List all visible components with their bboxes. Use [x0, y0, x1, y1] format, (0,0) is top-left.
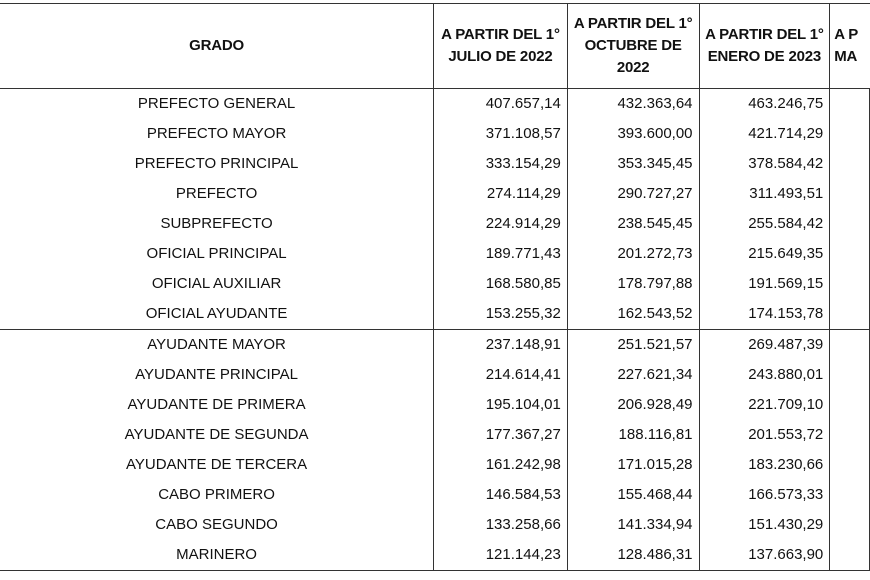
- table-row: [0, 420, 870, 450]
- salary-table: [0, 3, 870, 571]
- cell-octubre-2022: 206.928,49: [567, 390, 699, 420]
- cell-julio-2022: 133.258,66: [434, 510, 568, 540]
- header-row: [0, 4, 870, 89]
- cell-grado: PREFECTO MAYOR: [146, 125, 287, 142]
- cell-grado: CABO PRIMERO: [158, 486, 275, 503]
- cell-truncated: [830, 510, 870, 540]
- cell-truncated: [830, 149, 870, 179]
- table-row: [0, 540, 870, 571]
- cell-julio-2022: 214.614,41: [434, 360, 568, 390]
- cell-julio-2022: 177.367,27: [434, 420, 568, 450]
- table-header: [0, 4, 870, 89]
- cell-truncated: [830, 119, 870, 149]
- cell-truncated: [830, 390, 870, 420]
- cell-octubre-2022: 128.486,31: [567, 540, 699, 571]
- cell-enero-2023: 137.663,90: [699, 540, 830, 571]
- cell-enero-2023: 269.487,39: [699, 330, 830, 361]
- table-row: [0, 480, 870, 510]
- header-julio-2022: A PARTIR DEL 1° JULIO DE 2022: [434, 4, 568, 89]
- cell-truncated: [830, 360, 870, 390]
- cell-truncated: [830, 420, 870, 450]
- cell-octubre-2022: 162.543,52: [567, 299, 699, 330]
- cell-grado: SUBPREFECTO: [160, 215, 273, 232]
- table-row: [0, 360, 870, 390]
- cell-enero-2023: 255.584,42: [699, 209, 830, 239]
- cell-enero-2023: 243.880,01: [699, 360, 830, 390]
- cell-truncated: [830, 480, 870, 510]
- table-row: [0, 239, 870, 269]
- cell-truncated: [830, 209, 870, 239]
- table-row: [0, 149, 870, 179]
- cell-octubre-2022: 432.363,64: [567, 89, 699, 120]
- cell-truncated: [830, 299, 870, 330]
- cell-enero-2023: 215.649,35: [699, 239, 830, 269]
- cell-enero-2023: 166.573,33: [699, 480, 830, 510]
- cell-octubre-2022: 188.116,81: [567, 420, 699, 450]
- cell-grado: OFICIAL AYUDANTE: [145, 305, 288, 322]
- cell-grado: AYUDANTE PRINCIPAL: [135, 366, 298, 383]
- table-row: [0, 269, 870, 299]
- cell-octubre-2022: 238.545,45: [567, 209, 699, 239]
- header-grado: GRADO: [0, 4, 434, 89]
- cell-grado: CABO SEGUNDO: [155, 516, 278, 533]
- cell-julio-2022: 189.771,43: [434, 239, 568, 269]
- header-truncated: A P MA: [830, 4, 870, 89]
- cell-truncated: [830, 330, 870, 361]
- cell-julio-2022: 333.154,29: [434, 149, 568, 179]
- table-row: [0, 179, 870, 209]
- header-octubre-2022: A PARTIR DEL 1° OCTUBRE DE 2022: [567, 4, 699, 89]
- cell-truncated: [830, 540, 870, 571]
- cell-julio-2022: 371.108,57: [434, 119, 568, 149]
- cell-enero-2023: 421.714,29: [699, 119, 830, 149]
- header-enero-2023: A PARTIR DEL 1° ENERO DE 2023: [699, 4, 830, 89]
- cell-octubre-2022: 178.797,88: [567, 269, 699, 299]
- cell-grado: OFICIAL AUXILIAR: [151, 275, 282, 292]
- cell-octubre-2022: 141.334,94: [567, 510, 699, 540]
- cell-octubre-2022: 171.015,28: [567, 450, 699, 480]
- cell-octubre-2022: 290.727,27: [567, 179, 699, 209]
- cell-julio-2022: 237.148,91: [434, 330, 568, 361]
- cell-enero-2023: 174.153,78: [699, 299, 830, 330]
- cell-enero-2023: 311.493,51: [699, 179, 830, 209]
- cell-truncated: [830, 450, 870, 480]
- cell-octubre-2022: 227.621,34: [567, 360, 699, 390]
- cell-grado: PREFECTO PRINCIPAL: [134, 155, 299, 172]
- cell-octubre-2022: 155.468,44: [567, 480, 699, 510]
- cell-julio-2022: 161.242,98: [434, 450, 568, 480]
- table-row: [0, 330, 870, 361]
- cell-enero-2023: 221.709,10: [699, 390, 830, 420]
- cell-octubre-2022: 251.521,57: [567, 330, 699, 361]
- cell-julio-2022: 195.104,01: [434, 390, 568, 420]
- cell-grado: OFICIAL PRINCIPAL: [146, 245, 287, 262]
- cell-grado: PREFECTO GENERAL: [137, 95, 296, 112]
- cell-grado: AYUDANTE DE TERCERA: [125, 456, 308, 473]
- table-body: [0, 89, 870, 571]
- table-row: [0, 119, 870, 149]
- table-row: [0, 510, 870, 540]
- cell-truncated: [830, 239, 870, 269]
- cell-grado: AYUDANTE MAYOR: [0, 330, 434, 361]
- cell-truncated: [830, 89, 870, 120]
- cell-julio-2022: 153.255,32: [434, 299, 568, 330]
- cell-julio-2022: 224.914,29: [434, 209, 568, 239]
- cell-grado: AYUDANTE DE PRIMERA: [127, 396, 306, 413]
- cell-octubre-2022: 393.600,00: [567, 119, 699, 149]
- cell-julio-2022: 146.584,53: [434, 480, 568, 510]
- cell-enero-2023: 151.430,29: [699, 510, 830, 540]
- cell-julio-2022: 407.657,14: [434, 89, 568, 120]
- cell-truncated: [830, 179, 870, 209]
- cell-grado: PREFECTO: [175, 185, 258, 202]
- cell-enero-2023: 463.246,75: [699, 89, 830, 120]
- table-row: [0, 209, 870, 239]
- cell-enero-2023: 191.569,15: [699, 269, 830, 299]
- cell-truncated: [830, 269, 870, 299]
- cell-enero-2023: 183.230,66: [699, 450, 830, 480]
- cell-julio-2022: 274.114,29: [434, 179, 568, 209]
- table-row: [0, 450, 870, 480]
- cell-julio-2022: 168.580,85: [434, 269, 568, 299]
- cell-enero-2023: 201.553,72: [699, 420, 830, 450]
- table-row: [0, 89, 870, 120]
- cell-octubre-2022: 353.345,45: [567, 149, 699, 179]
- table-row: [0, 390, 870, 420]
- cell-grado: AYUDANTE DE SEGUNDA: [124, 426, 309, 443]
- cell-enero-2023: 378.584,42: [699, 149, 830, 179]
- cell-grado: MARINERO: [0, 540, 434, 571]
- cell-julio-2022: 121.144,23: [434, 540, 568, 571]
- cell-octubre-2022: 201.272,73: [567, 239, 699, 269]
- table-row: [0, 299, 870, 330]
